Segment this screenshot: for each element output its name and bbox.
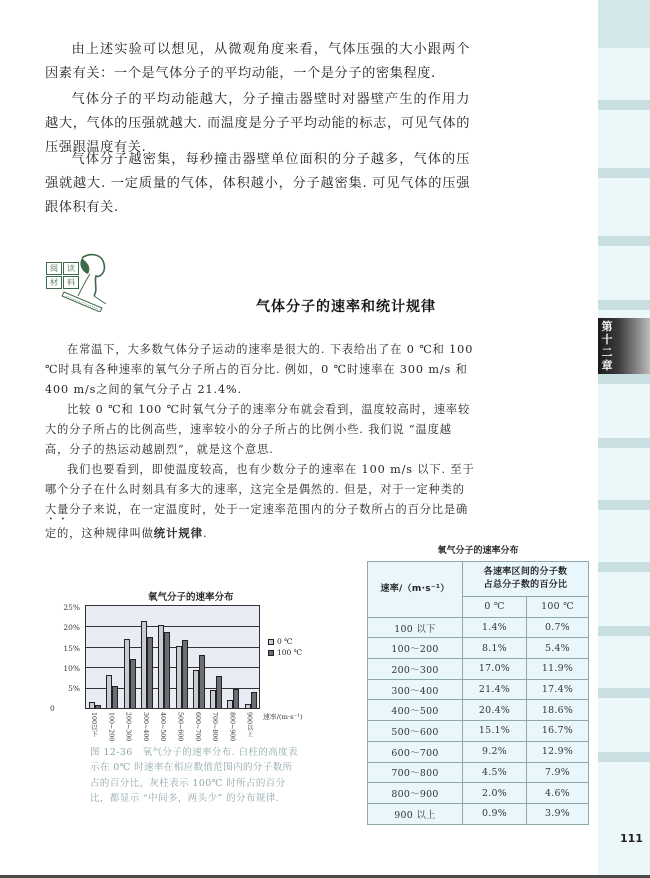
gridline <box>86 626 259 627</box>
table-cell-100c: 3.9% <box>527 803 589 824</box>
margin-band <box>598 0 650 48</box>
table-header-row <box>368 562 589 597</box>
table-cell-0c: 1.4% <box>463 617 527 638</box>
table-cell-0c: 0.9% <box>463 803 527 824</box>
table-cell-100c: 5.4% <box>527 638 589 659</box>
table-cell-0c: 9.2% <box>463 741 527 762</box>
table-cell-range: 500～600 <box>368 721 463 742</box>
reading-paragraph: 比较 0 ℃和 100 ℃时氧气分子的速率分布就会看到，温度较高时，速率较大的分子所占的比例高些，速率较小的分子所占的比例小些. 我们说 “温度越高，分子的热运动越剧烈”，就是这个意思. <box>45 403 471 456</box>
table-cell-100c: 4.6% <box>527 783 589 804</box>
header-100c: 100 ℃ <box>527 597 589 618</box>
y-tick: 20% <box>63 623 80 632</box>
gridline <box>86 667 259 668</box>
reading-paragraph: 在常温下，大多数气体分子运动的速率是很大的. 下表给出了在 0 ℃和 100 ℃时具有各种速率的氧气分子所占的百分比. 例如，0 ℃时速率在 300 m/s 和 400 m/s之间的氧气分子占 21.4%. <box>45 343 474 396</box>
margin-band <box>598 688 650 698</box>
y-tick: 25% <box>63 603 80 612</box>
table-cell-100c: 11.9% <box>527 659 589 680</box>
bold-term: 统计规律 <box>153 526 203 540</box>
table-row <box>368 679 589 700</box>
x-tick: 400~500 <box>159 712 167 742</box>
x-tick: 100~200 <box>107 712 115 742</box>
table-cell-0c: 2.0% <box>463 783 527 804</box>
bar-100c <box>95 705 101 708</box>
y-tick: 5% <box>68 684 80 693</box>
table-cell-range: 400～500 <box>368 700 463 721</box>
margin-band <box>598 500 650 510</box>
x-tick: 100以下 <box>90 712 97 737</box>
speed-distribution-table <box>367 561 589 825</box>
table-cell-range: 700～800 <box>368 762 463 783</box>
bar-100c <box>130 659 136 708</box>
bar-chart-plot <box>85 605 260 709</box>
badge-char: 料 <box>63 276 79 289</box>
x-tick: 300~400 <box>141 712 149 742</box>
table-cell-0c: 21.4% <box>463 679 527 700</box>
table-row <box>368 721 589 742</box>
bar-100c <box>216 676 222 708</box>
table-cell-range: 800～900 <box>368 783 463 804</box>
y-tick: 10% <box>63 664 80 673</box>
table-title: 氧气分子的速率分布 <box>437 546 519 556</box>
table-cell-0c: 20.4% <box>463 700 527 721</box>
table-cell-100c: 0.7% <box>527 617 589 638</box>
x-axis-label: 速率/(m·s⁻¹) <box>263 713 303 721</box>
intro-paragraph: 气体分子的平均动能越大，分子撞击器壁时对器壁产生的作用力越大，气体的压强就越大. 而温度是分子平均动能的标志，可见气体的压强跟温度有关. <box>45 92 470 155</box>
margin-band <box>598 300 650 310</box>
intro-paragraph: 由上述实验可以想见，从微观角度来看，气体压强的大小跟两个因素有关：一个是气体分子的平均动能，一个是分子的密集程度. <box>45 42 470 81</box>
gridline <box>86 647 259 648</box>
table-row <box>368 638 589 659</box>
table-row <box>368 659 589 680</box>
bar-100c <box>199 655 205 708</box>
header-speed: 速率/（m·s⁻¹） <box>368 562 463 618</box>
table-row <box>368 700 589 721</box>
bar-100c <box>233 689 239 708</box>
header-percentage: 各速率区间的分子数 占总分子数的百分比 <box>463 562 589 597</box>
margin-band <box>598 626 650 636</box>
y-tick: 15% <box>63 644 80 653</box>
margin-band <box>598 100 650 110</box>
x-tick: 500~600 <box>176 712 184 742</box>
bar-100c <box>251 692 257 708</box>
x-tick: 600~700 <box>193 712 201 742</box>
margin-band <box>598 562 650 572</box>
legend-item-100c: 100 ℃ <box>268 647 302 658</box>
table-cell-range: 900 以上 <box>368 803 463 824</box>
table-cell-100c: 16.7% <box>527 721 589 742</box>
table-cell-0c: 15.1% <box>463 721 527 742</box>
badge-char: 阅 <box>46 262 62 275</box>
x-tick: 900以上 <box>245 712 253 737</box>
section-title: 气体分子的速率和统计规律 <box>256 299 436 315</box>
legend-swatch <box>268 639 274 645</box>
table-cell-range: 100～200 <box>368 638 463 659</box>
badge-char: 读 <box>63 262 79 275</box>
margin-strip <box>598 0 650 876</box>
margin-band <box>598 374 650 384</box>
margin-band <box>598 236 650 246</box>
page-number: 111 <box>620 832 643 845</box>
header-0c: 0 ℃ <box>463 597 527 618</box>
table-cell-0c: 4.5% <box>463 762 527 783</box>
intro-paragraph: 气体分子越密集，每秒撞击器壁单位面积的分子越多，气体的压强就越大. 一定质量的气体，体积越小，分子越密集. 可见气体的压强跟体积有关. <box>45 152 470 215</box>
table-row <box>368 762 589 783</box>
chapter-tab <box>598 318 650 374</box>
chapter-tab-label: 第十二章 <box>601 320 613 372</box>
table-row <box>368 783 589 804</box>
table-cell-0c: 8.1% <box>463 638 527 659</box>
table-row <box>368 617 589 638</box>
x-tick: 200~300 <box>124 712 132 742</box>
table-cell-range: 300～400 <box>368 679 463 700</box>
legend-item-0c: 0 ℃ <box>268 636 302 647</box>
margin-band <box>598 168 650 178</box>
y-tick: 0 <box>50 704 55 713</box>
margin-band <box>598 438 650 448</box>
table-cell-100c: 7.9% <box>527 762 589 783</box>
chart-title: 氧气分子的速率分布 <box>148 592 234 603</box>
table-cell-range: 100 以下 <box>368 617 463 638</box>
x-tick: 800~900 <box>228 712 236 742</box>
reading-paragraph: 我们也要看到，即使温度较高，也有少数分子的速率在 100 m/s 以下. 至于哪个分子在什么时刻具有多大的速率，这完全是偶然的. 但是，对于一定种类的大量分子来说，在一定温度时，处于一定速率范围内的分子数所占的百分比是确定的，这种规律叫做统计规律. <box>45 463 475 540</box>
bar-100c <box>147 637 153 708</box>
table-cell-100c: 17.4% <box>527 679 589 700</box>
bar-100c <box>182 640 188 708</box>
figure-caption: 图 12-36 氧气分子的速率分布. 白柱的高度表示在 0℃ 时速率在相应数值范围内的分子数所占的百分比，灰柱表示 100℃ 时所占的百分比，都显示 “中间多，两头少” 的分布规律. <box>90 747 298 804</box>
table-cell-range: 600～700 <box>368 741 463 762</box>
x-tick: 700~800 <box>211 712 219 742</box>
table-row <box>368 741 589 762</box>
legend-swatch <box>268 650 274 656</box>
badge-char: 材 <box>46 276 62 289</box>
table-cell-100c: 18.6% <box>527 700 589 721</box>
bar-100c <box>112 686 118 708</box>
bar-100c <box>164 632 170 708</box>
chart-legend <box>268 636 302 658</box>
table-row <box>368 803 589 824</box>
emphasized-text: 大量 <box>45 503 70 516</box>
table-cell-100c: 12.9% <box>527 741 589 762</box>
margin-band <box>598 752 650 762</box>
table-cell-range: 200～300 <box>368 659 463 680</box>
table-cell-0c: 17.0% <box>463 659 527 680</box>
